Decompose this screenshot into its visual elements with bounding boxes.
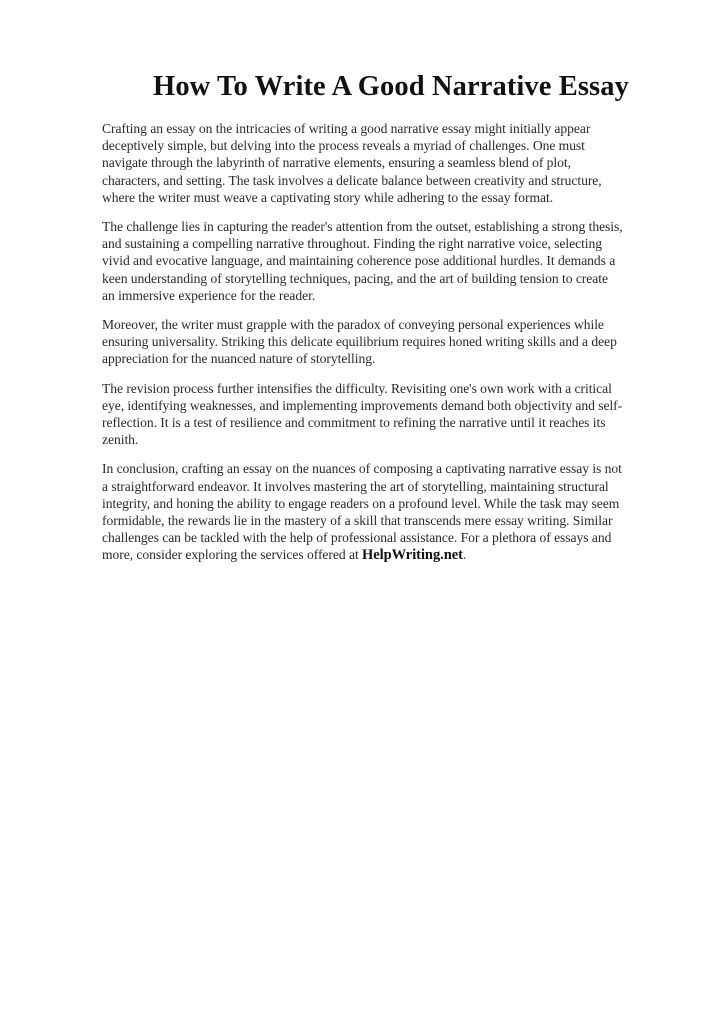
paragraph-intro: Crafting an essay on the intricacies of writing a good narrative essay might initially appear deceptively simple, but delving into the process reveals a myriad of challenges. One must navigate through the labyrinth of narrative elements, ensuring a seamless blend of plot, characters, and setting. The task involves a delicate balance between creativity and structure, where the writer must weave a captivating story while adhering to the essay format. xyxy=(102,121,602,205)
paragraph-conclusion xyxy=(102,460,662,564)
helpwriting-link[interactable]: HelpWriting.net xyxy=(362,547,463,564)
conclusion-text: In conclusion, crafting an essay on the nuances of composing a captivating narrative essay is not a straightforward endeavor. It involves mastering the art of storytelling, maintaining structural integrity, and honing the ability to engage readers on a profound level. While the task may seem formidable, the rewards lie in the mastery of a skill that transcends mere essay writing. Similar challenges can be tackled with the help of professional assistance. For a plethora of essays and more, consider exploring the services offered at xyxy=(102,461,622,563)
document-title: How To Write A Good Narrative Essay xyxy=(153,71,629,102)
paragraph-challenge: The challenge lies in capturing the reader's attention from the outset, establishing a strong thesis, and sustaining a compelling narrative throughout. Finding the right narrative voice, selecting vivid and evocative language, and maintaining coherence pose additional hurdles. It demands a keen understanding of storytelling techniques, pacing, and the art of building tension to create an immersive experience for the reader. xyxy=(102,219,623,303)
conclusion-suffix: . xyxy=(462,547,467,563)
paragraph-paradox: Moreover, the writer must grapple with the paradox of conveying personal experiences while ensuring universality. Striking this delicate equilibrium requires honed writing skills and a deep appreciation for the nuanced nature of storytelling. xyxy=(102,317,617,367)
document-body xyxy=(102,120,662,577)
paragraph-revision: The revision process further intensifies the difficulty. Revisiting one's own work with a critical eye, identifying weaknesses, and implementing improvements demand both objectivity and self- reflection. It is a test of resilience and commitment to refining the narrative until it reaches its zenith. xyxy=(102,380,623,448)
